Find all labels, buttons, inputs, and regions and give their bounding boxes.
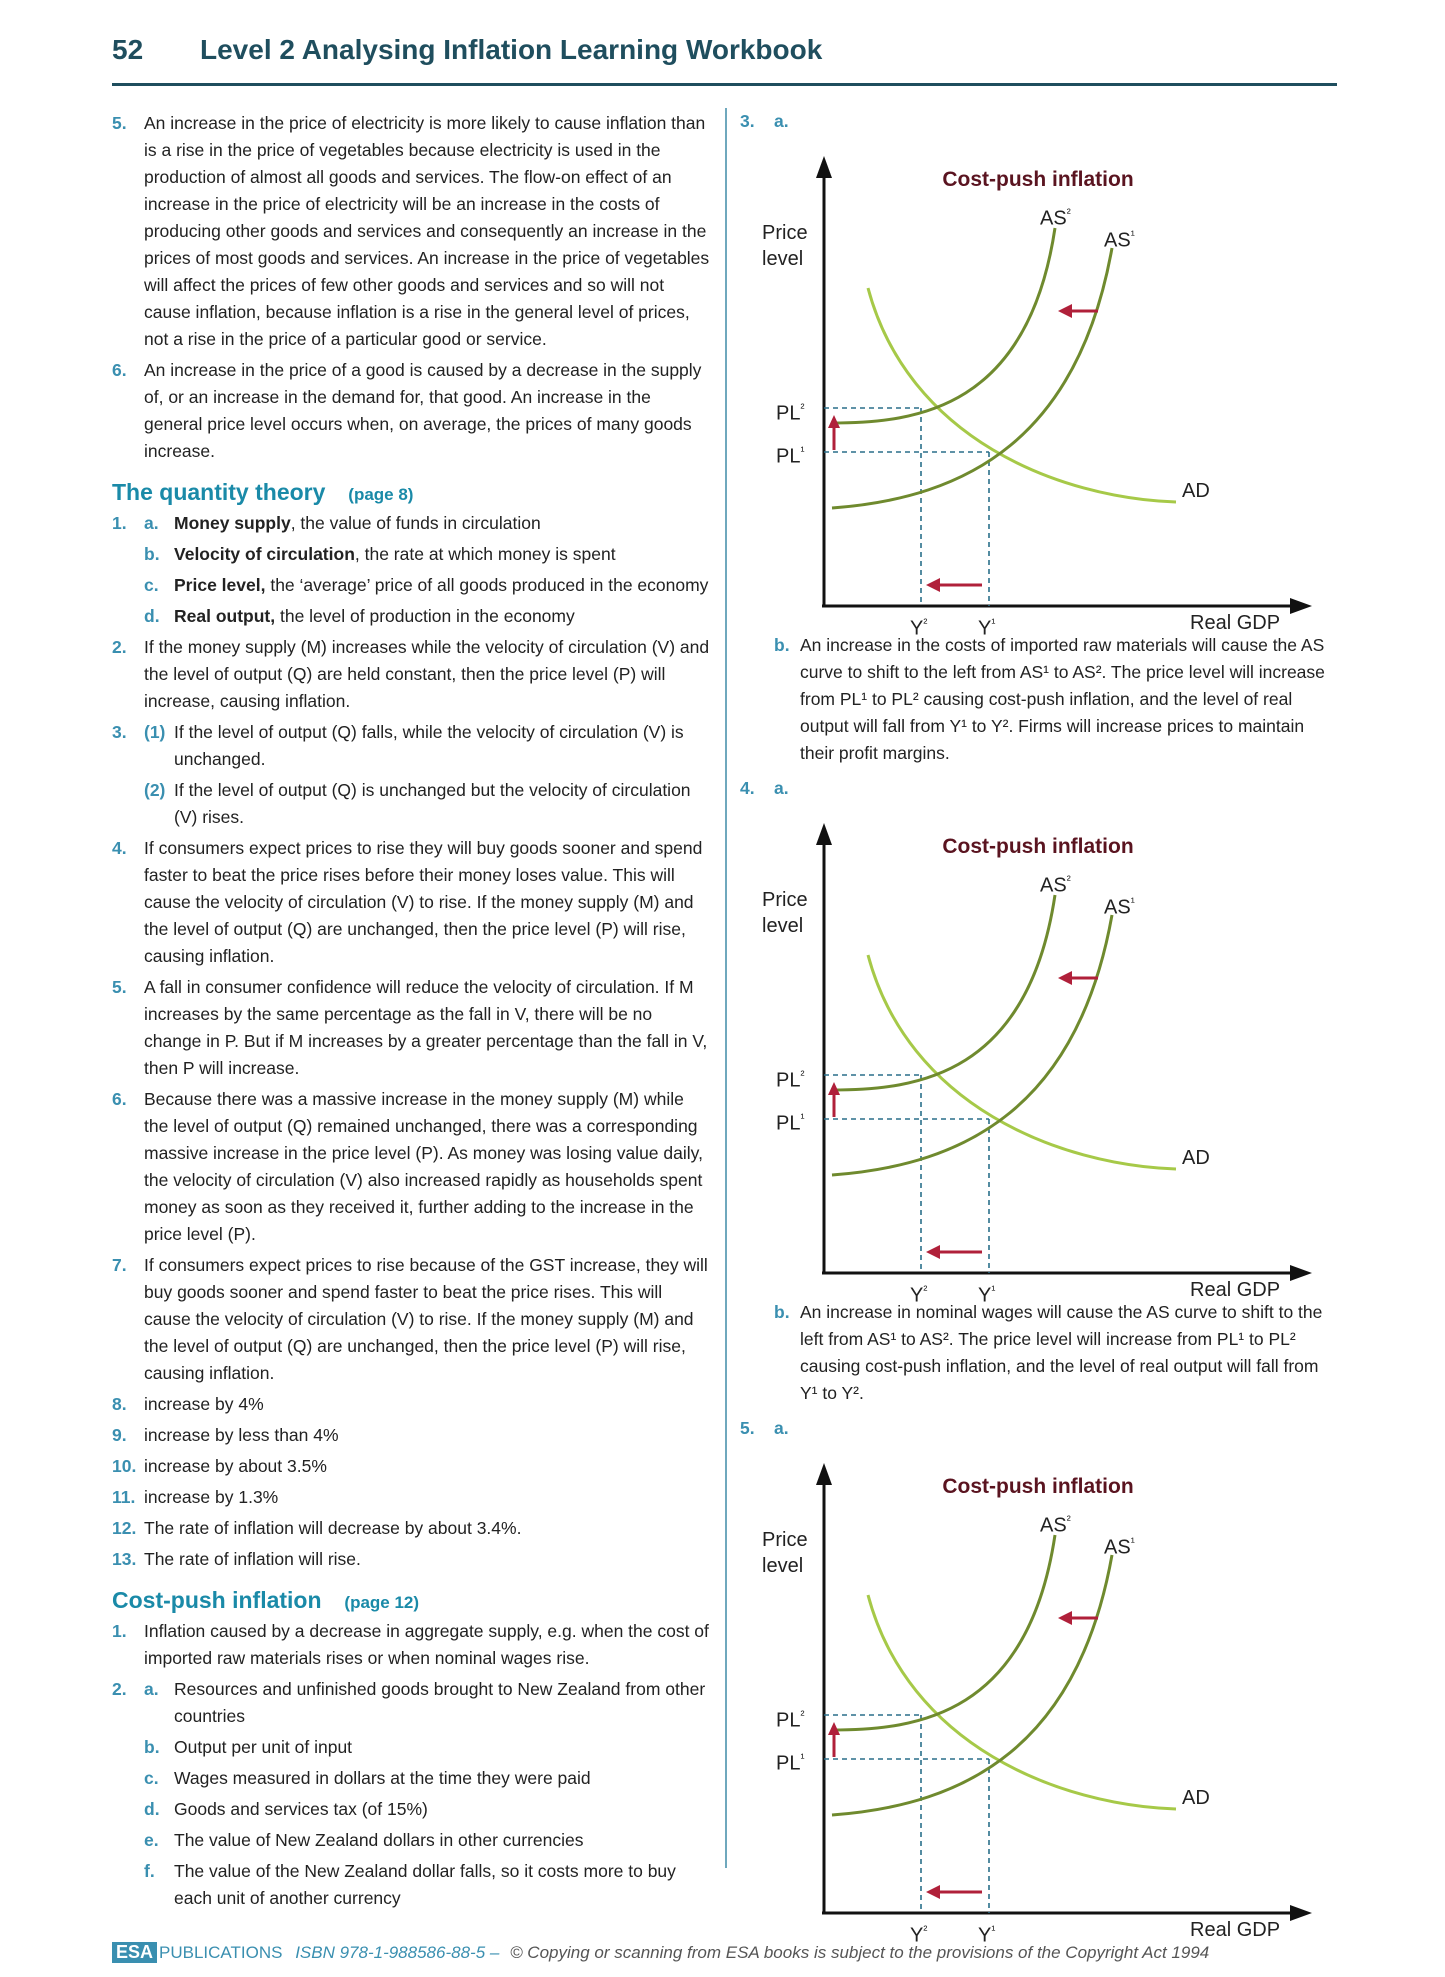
list-item bbox=[112, 1676, 712, 1730]
list-item bbox=[112, 1765, 712, 1792]
series-label-ad: AD bbox=[1182, 1147, 1210, 1169]
item-letter: b. bbox=[144, 1737, 160, 1757]
section-title: Cost-push inflation bbox=[112, 1587, 322, 1613]
series-label-ad: AD bbox=[1182, 1787, 1210, 1809]
list-item bbox=[112, 110, 712, 353]
x-axis-label: Real GDP bbox=[1190, 1279, 1281, 1301]
tick-label-pl2: $PL^{^2}$ bbox=[776, 1708, 805, 1732]
item-number: 5. bbox=[112, 113, 127, 133]
output-shift-arrow-head-icon bbox=[926, 1245, 940, 1259]
term: Money supply bbox=[174, 513, 291, 533]
list-item bbox=[112, 1827, 712, 1854]
chart-svg bbox=[738, 1445, 1338, 1935]
question-number: 4. bbox=[740, 778, 755, 798]
item-number: 11. bbox=[112, 1487, 136, 1507]
list-item bbox=[112, 1453, 712, 1480]
item-number: 12. bbox=[112, 1518, 137, 1538]
y-axis-label-line1: Price bbox=[762, 1529, 808, 1551]
item-letter: a. bbox=[144, 1679, 159, 1699]
y-axis-label-line2: level bbox=[762, 248, 804, 270]
item-text: An increase in nominal wages will cause the AS curve to shift to the left from AS¹ to AS². The price level will increase from PL¹ to PL² causing cost-push inflation, and the level of real output will fall from Y¹ to Y². bbox=[800, 1302, 1323, 1403]
as2-curve bbox=[832, 228, 1055, 423]
answer-paragraph bbox=[738, 1299, 1338, 1407]
copyright-notice: © Copying or scanning from ESA books is subject to the provisions of the Copyright Act 1994 bbox=[510, 1943, 1210, 1962]
tick-label-pl2: $PL^{^2}$ bbox=[776, 1068, 805, 1092]
item-number: 6. bbox=[112, 360, 127, 380]
list-item bbox=[112, 572, 712, 599]
item-text: The rate of inflation will decrease by about 3.4%. bbox=[144, 1518, 522, 1538]
item-text: If the money supply (M) increases while the velocity of circulation (V) and the level of output (Q) are held constant, then the price level (P) will increase, causing inflation. bbox=[144, 637, 710, 711]
item-text: increase by 4% bbox=[144, 1394, 264, 1414]
series-label-as2: $AS^{^2}$ bbox=[1040, 873, 1071, 897]
item-letter: c. bbox=[144, 575, 159, 595]
item-text: The value of New Zealand dollars in other currencies bbox=[174, 1830, 584, 1850]
tick-label-y1: $Y^{^1}$ bbox=[978, 1923, 996, 1947]
list-item bbox=[112, 719, 712, 773]
chart-cost-push-1 bbox=[738, 138, 1338, 640]
list-item bbox=[112, 777, 712, 831]
esa-logo: ESA bbox=[112, 1942, 157, 1963]
term: Real output, bbox=[174, 606, 276, 626]
item-number: 10. bbox=[112, 1456, 137, 1476]
series-label-as1: $AS^{^1}$ bbox=[1104, 1535, 1135, 1559]
item-letter: d. bbox=[144, 1799, 160, 1819]
tick-label-y1: $Y^{^1}$ bbox=[978, 1283, 996, 1307]
tick-label-y2: $Y^{^2}$ bbox=[910, 616, 928, 640]
item-text: The rate of inflation will rise. bbox=[144, 1549, 361, 1569]
item-text: The value of the New Zealand dollar falls, so it costs more to buy each unit of another currency bbox=[174, 1861, 676, 1908]
tick-label-pl2: $PL^{^2}$ bbox=[776, 401, 805, 425]
left-column bbox=[112, 110, 712, 1916]
x-axis-arrow-icon bbox=[1290, 1905, 1312, 1921]
list-item bbox=[112, 1858, 712, 1912]
chart-title: Cost-push inflation bbox=[942, 1475, 1134, 1498]
item-number: 4. bbox=[112, 838, 127, 858]
page-number: 52 bbox=[112, 34, 144, 65]
page-header bbox=[112, 30, 1337, 86]
question-label bbox=[738, 108, 1338, 138]
list-item bbox=[112, 1618, 712, 1672]
item-letter: c. bbox=[144, 1768, 159, 1788]
x-axis-label: Real GDP bbox=[1190, 612, 1281, 634]
item-number: 1. bbox=[112, 513, 127, 533]
y-axis-label-line2: level bbox=[762, 915, 804, 937]
series-label-as1: $AS^{^1}$ bbox=[1104, 895, 1135, 919]
section-heading-quantity-theory bbox=[112, 479, 712, 508]
item-text: the level of production in the economy bbox=[275, 606, 575, 626]
item-letter: b. bbox=[774, 1302, 790, 1322]
list-item bbox=[112, 835, 712, 970]
item-text: Because there was a massive increase in the money supply (M) while the level of output (Q) remained unchanged, there was a corresponding massive increase in the price level (P). As money was losing value daily, the velocity of circulation (V) also increased rapidly as households spent money as soon as they received it, further adding to the increase in the price level (P). bbox=[144, 1089, 703, 1244]
answer-paragraph bbox=[738, 632, 1338, 767]
list-item bbox=[112, 1484, 712, 1511]
y-axis-label-line1: Price bbox=[762, 889, 808, 911]
chart-title: Cost-push inflation bbox=[942, 168, 1134, 191]
term: Price level, bbox=[174, 575, 266, 595]
item-text: If the level of output (Q) is unchanged but the velocity of circulation (V) rises. bbox=[174, 780, 691, 827]
x-axis-label: Real GDP bbox=[1190, 1919, 1281, 1941]
tick-label-y1: $Y^{^1}$ bbox=[978, 616, 996, 640]
item-number: 7. bbox=[112, 1255, 127, 1275]
question-letter: a. bbox=[774, 1418, 789, 1438]
chart-title: Cost-push inflation bbox=[942, 835, 1134, 858]
tick-label-y2: $Y^{^2}$ bbox=[910, 1283, 928, 1307]
page-footer bbox=[112, 1942, 1412, 1963]
list-item bbox=[112, 541, 712, 568]
question-label bbox=[738, 1415, 1338, 1445]
item-text: If consumers expect prices to rise they will buy goods sooner and spend faster to beat the price rises before their money loses value. This will cause the velocity of circulation (V) to rise. If the money supply (M) and the level of output (Q) are unchanged, then the price level (P) will rise, causing inflation. bbox=[144, 838, 703, 966]
ad-curve bbox=[868, 955, 1176, 1169]
item-number: 13. bbox=[112, 1549, 137, 1569]
item-letter: d. bbox=[144, 606, 160, 626]
y-axis-label-line2: level bbox=[762, 1555, 804, 1577]
list-item bbox=[112, 510, 712, 537]
publisher-name: PUBLICATIONS bbox=[159, 1943, 283, 1962]
list-item bbox=[112, 974, 712, 1082]
section-page-ref: (page 8) bbox=[348, 485, 414, 504]
question-letter: a. bbox=[774, 778, 789, 798]
item-text: , the rate at which money is spent bbox=[354, 544, 616, 564]
item-letter: f. bbox=[144, 1861, 155, 1881]
list-item bbox=[112, 1422, 712, 1449]
series-label-as2: $AS^{^2}$ bbox=[1040, 1513, 1071, 1537]
item-number: 1. bbox=[112, 1621, 127, 1641]
item-text: Inflation caused by a decrease in aggregate supply, e.g. when the cost of imported raw materials rises or when nominal wages rise. bbox=[144, 1621, 709, 1668]
as2-curve bbox=[832, 895, 1055, 1090]
series-label-ad: AD bbox=[1182, 480, 1210, 502]
series-label-as2: $AS^{^2}$ bbox=[1040, 206, 1071, 230]
item-text: If the level of output (Q) falls, while the velocity of circulation (V) is unchanged. bbox=[174, 722, 684, 769]
item-text: increase by less than 4% bbox=[144, 1425, 339, 1445]
book-title: Level 2 Analysing Inflation Learning Workbook bbox=[200, 34, 823, 65]
x-axis-arrow-icon bbox=[1290, 598, 1312, 614]
as1-curve bbox=[832, 915, 1112, 1175]
item-number: 6. bbox=[112, 1089, 127, 1109]
ad-curve bbox=[868, 288, 1176, 502]
list-item bbox=[112, 1391, 712, 1418]
right-column bbox=[738, 108, 1338, 1947]
output-shift-arrow-head-icon bbox=[926, 1885, 940, 1899]
item-text: If consumers expect prices to rise because of the GST increase, they will buy goods sooner and spend faster to beat the price rises. This will cause the velocity of circulation (V) to rise. If the money supply (M) and the level of output (Q) are unchanged, then the price level (P) will rise, causing inflation. bbox=[144, 1255, 708, 1383]
tick-label-pl1: $PL^{^1}$ bbox=[776, 444, 805, 468]
tick-label-pl1: $PL^{^1}$ bbox=[776, 1751, 805, 1775]
list-item bbox=[112, 1734, 712, 1761]
isbn: ISBN 978-1-988586-88-5 – bbox=[295, 1943, 500, 1962]
question-letter: a. bbox=[774, 111, 789, 131]
question-number: 5. bbox=[740, 1418, 755, 1438]
ad-curve bbox=[868, 1595, 1176, 1809]
as-shift-arrow-head-icon bbox=[1058, 304, 1072, 318]
output-shift-arrow-head-icon bbox=[926, 578, 940, 592]
section-page-ref: (page 12) bbox=[344, 1593, 420, 1612]
x-axis-arrow-icon bbox=[1290, 1265, 1312, 1281]
list-item bbox=[112, 1796, 712, 1823]
list-item bbox=[112, 1546, 712, 1573]
item-number: 8. bbox=[112, 1394, 127, 1414]
item-number: 2. bbox=[112, 1679, 127, 1699]
item-text: Wages measured in dollars at the time they were paid bbox=[174, 1768, 591, 1788]
item-letter: (2) bbox=[144, 780, 166, 800]
item-text: Output per unit of input bbox=[174, 1737, 353, 1757]
item-letter: (1) bbox=[144, 722, 166, 742]
item-text: the ‘average’ price of all goods produced in the economy bbox=[265, 575, 709, 595]
y-axis-label-line1: Price bbox=[762, 222, 808, 244]
as-shift-arrow-head-icon bbox=[1058, 1611, 1072, 1625]
question-label bbox=[738, 775, 1338, 805]
list-item bbox=[112, 357, 712, 465]
list-item bbox=[112, 1086, 712, 1248]
item-text: Goods and services tax (of 15%) bbox=[174, 1799, 428, 1819]
item-text: An increase in the costs of imported raw materials will cause the AS curve to shift to the left from AS¹ to AS². The price level will increase from PL¹ to PL² causing cost-push inflation, and the level of real output will fall from Y¹ to Y². Firms will increase prices to maintain their profit margins. bbox=[800, 635, 1325, 763]
list-item bbox=[112, 634, 712, 715]
term: Velocity of circulation bbox=[174, 544, 355, 564]
as2-curve bbox=[832, 1535, 1055, 1730]
section-heading-cost-push bbox=[112, 1587, 712, 1616]
as1-curve bbox=[832, 248, 1112, 508]
item-number: 5. bbox=[112, 977, 127, 997]
item-letter: b. bbox=[144, 544, 160, 564]
as-shift-arrow-head-icon bbox=[1058, 971, 1072, 985]
as1-curve bbox=[832, 1555, 1112, 1815]
item-text: increase by 1.3% bbox=[144, 1487, 279, 1507]
item-number: 9. bbox=[112, 1425, 127, 1445]
tick-label-pl1: $PL^{^1}$ bbox=[776, 1111, 805, 1135]
item-text: Resources and unfinished goods brought to New Zealand from other countries bbox=[174, 1679, 706, 1726]
item-letter: b. bbox=[774, 635, 790, 655]
column-divider bbox=[725, 108, 727, 1868]
item-text: An increase in the price of electricity is more likely to cause inflation than is a rise in the price of vegetables because electricity is used in the production of almost all goods and services. The flow-on effect of an increase in the price of electricity will be an increase in the costs of producing other goods and services and consequently an increase in the prices of most goods and services. An increase in the price of vegetables will affect the prices of few other goods and services and so will not cause inflation, because inflation is a rise in the general level of prices, not a rise in the price of a particular good or service. bbox=[144, 113, 710, 349]
item-text: An increase in the price of a good is caused by a decrease in the supply of, or an increase in the demand for, that good. An increase in the general price level occurs when, on average, the prices of many goods increase. bbox=[144, 360, 702, 461]
question-number: 3. bbox=[740, 111, 755, 131]
item-text: , the value of funds in circulation bbox=[290, 513, 541, 533]
series-label-as1: $AS^{^1}$ bbox=[1104, 228, 1135, 252]
item-text: A fall in consumer confidence will reduce the velocity of circulation. If M increases by the same percentage as the fall in V, there will be no change in P. But if M increases by a greater percentage than the fall in V, then P will increase. bbox=[144, 977, 708, 1078]
chart-svg bbox=[738, 138, 1338, 628]
item-number: 3. bbox=[112, 722, 127, 742]
chart-svg bbox=[738, 805, 1338, 1295]
list-item bbox=[112, 1515, 712, 1542]
item-letter: e. bbox=[144, 1830, 159, 1850]
list-item bbox=[112, 603, 712, 630]
chart-cost-push-2 bbox=[738, 805, 1338, 1307]
section-title: The quantity theory bbox=[112, 479, 326, 505]
tick-label-y2: $Y^{^2}$ bbox=[910, 1923, 928, 1947]
item-letter: a. bbox=[144, 513, 159, 533]
item-number: 2. bbox=[112, 637, 127, 657]
list-item bbox=[112, 1252, 712, 1387]
item-text: increase by about 3.5% bbox=[144, 1456, 327, 1476]
chart-cost-push-3 bbox=[738, 1445, 1338, 1947]
